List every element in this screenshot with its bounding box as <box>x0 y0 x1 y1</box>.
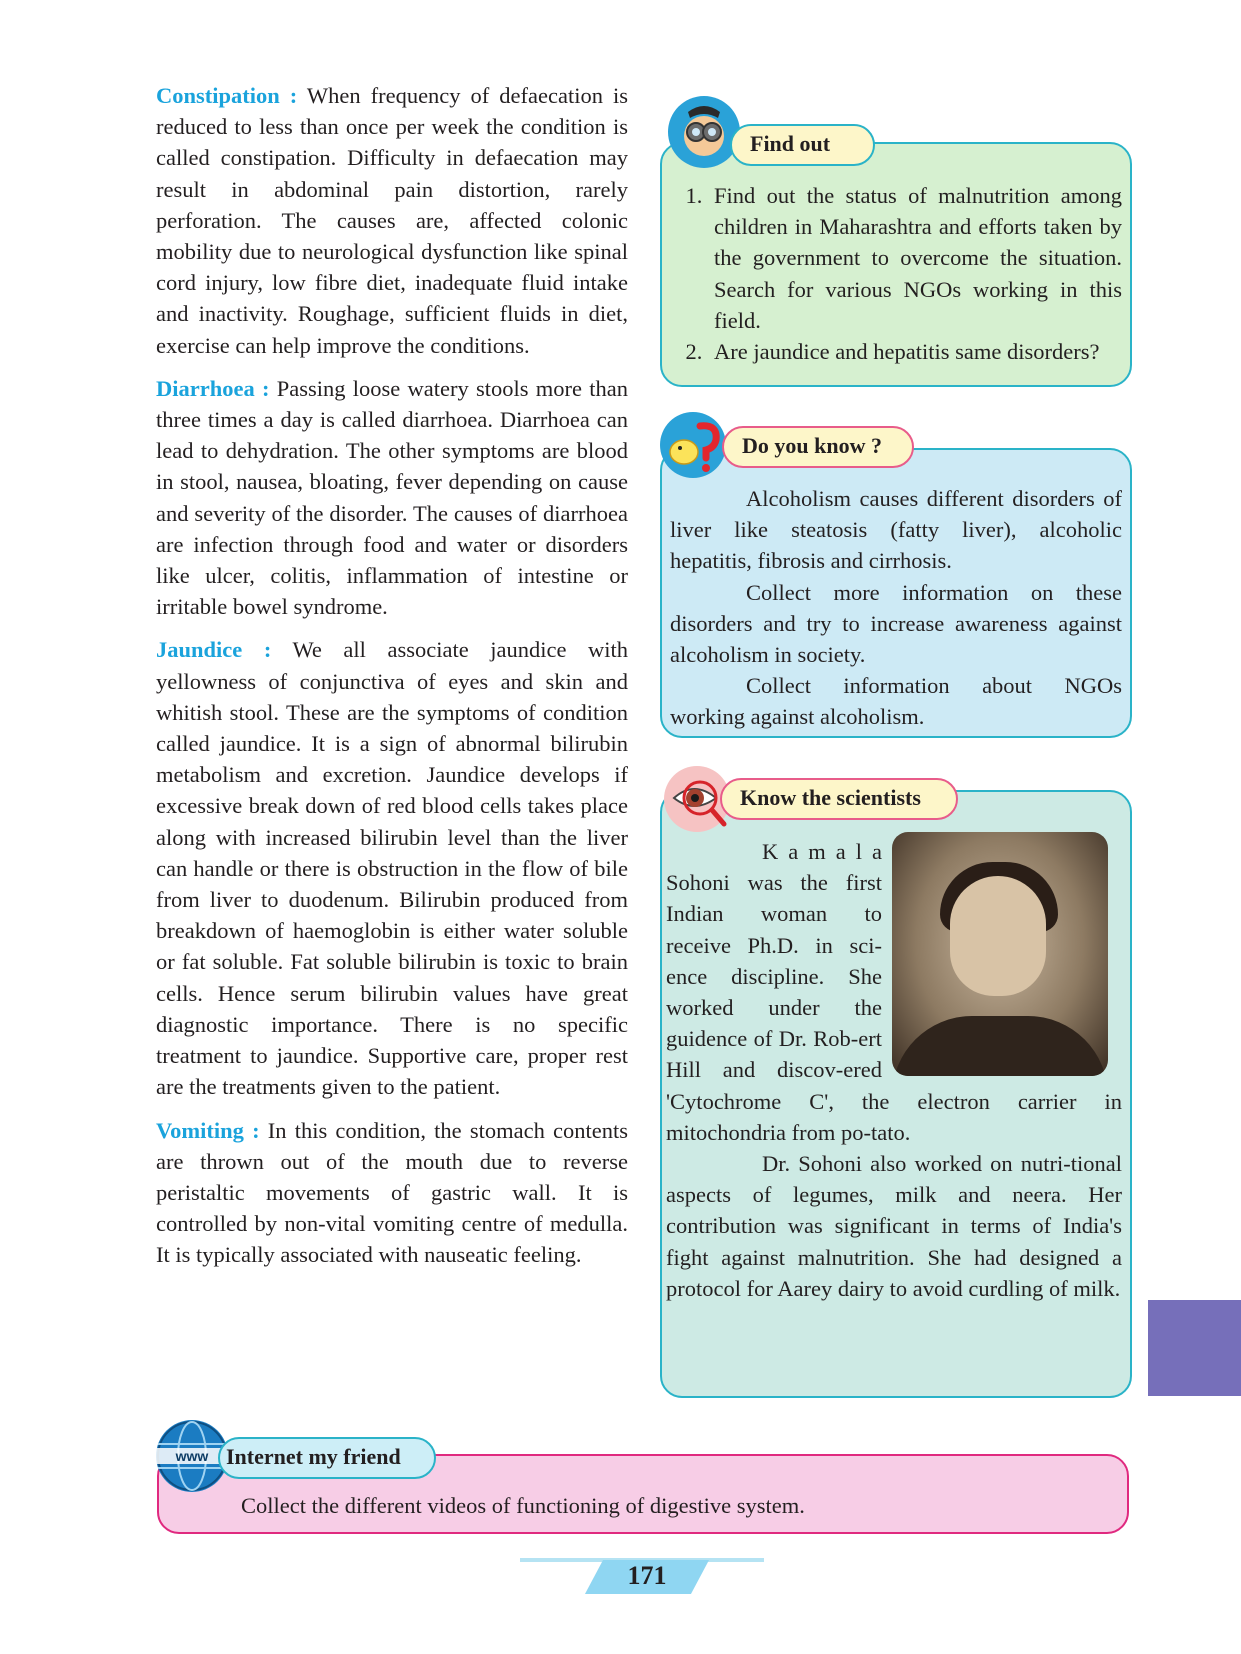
scientist-portrait <box>892 832 1108 1076</box>
do-you-know-box <box>660 448 1132 738</box>
do-you-know-title: Do you know ? <box>722 426 914 468</box>
find-out-item: 1. Find out the status of malnutrition among children in Maharashtra and efforts taken by the government to overcome the situation. Search for various NGOs working in this field. <box>708 180 1122 336</box>
find-out-list <box>670 180 1122 367</box>
jaundice-term: Jaundice : <box>156 637 272 663</box>
portrait-saree <box>892 1016 1108 1076</box>
jaundice-paragraph <box>156 634 628 1102</box>
find-out-box <box>660 142 1132 387</box>
find-out-item: 2. Are jaundice and hepatitis same disorders? <box>708 336 1122 367</box>
find-out-title: Find out <box>730 124 875 166</box>
internet-my-friend-text: Collect the different videos of functioning of digestive system. <box>241 1493 805 1518</box>
constipation-term: Constipation : <box>156 83 298 108</box>
do-you-know-paragraph: Collect information about NGOs working against alcoholism. <box>670 673 1122 730</box>
jaundice-text: We all associate jaundice with yellowness of conjunctiva of eyes and skin and whitish stool. These are the symptoms of condition called jaundice. It is a sign of abnormal bilirubin metabolism and excretion. Jaundice develops if excessive break down of red blood cells takes place along with increased bilirubin level than the liver can handle or there is obstruction in the flow of bile from liver to duodenum. Bilirubin produced from breakdown of haemoglobin is either water soluble or fat soluble. Fat soluble bilirubin is toxic to brain cells. Hence serum bilirubin values have great diagnostic importance. There is no specific treatment to jaundice. Supportive care, proper rest are the treatments given to the patient. <box>156 637 628 1100</box>
globe-icon-label: www <box>175 1448 209 1464</box>
internet-my-friend-title: Internet my friend <box>218 1437 436 1479</box>
diarrhoea-paragraph <box>156 373 628 623</box>
know-the-scientists-title: Know the scientists <box>720 778 958 820</box>
vomiting-term: Vomiting : <box>156 1117 260 1143</box>
know-the-scientists-box <box>660 790 1132 1398</box>
question-mark-icon <box>660 412 726 478</box>
portrait-face <box>950 876 1046 996</box>
left-column <box>156 80 628 1283</box>
side-tab <box>1148 1300 1241 1396</box>
page-number: 171 <box>627 1561 667 1590</box>
do-you-know-paragraph: Collect more information on these disorders and try to increase awareness against alcoholism in society. <box>670 579 1122 668</box>
diarrhoea-term: Diarrhoea : <box>156 375 270 401</box>
constipation-paragraph <box>156 80 628 361</box>
scientist-paragraph: Dr. Sohoni also worked on nutri-tional aspects of legumes, milk and neera. Her contribution was significant in terms of India's fight against malnutrition. She had designed a protocol for Aarey dairy to avoid curdling of milk. <box>666 1151 1122 1301</box>
vomiting-text: In this condition, the stomach contents are thrown out of the mouth due to reverse peristaltic movements of gastric wall. It is controlled by non-vital vomiting centre of medulla. It is typically associated with nauseatic feeling. <box>156 1117 628 1268</box>
vomiting-paragraph <box>156 1115 628 1271</box>
scientist-paragraph: K a m a l a Sohoni was the first Indian woman to receive Ph.D. in sci-ence discipline. She worked under the guidence of Dr. Rob-ert Hill and discov-ered 'Cytochrome C', the electron carrier in mitochondria from po-tato. <box>666 839 1122 1145</box>
do-you-know-paragraph: Alcoholism causes different disorders of liver like steatosis (fatty liver), alcoholic hepatitis, fibrosis and cirrhosis. <box>670 486 1122 574</box>
constipation-text: When frequency of defaecation is reduced to less than once per week the condition is called constipation. Difficulty in defaecation may result in abdominal pain distortion, rarely perforation. The causes are, affected colonic mobility due to neurological dysfunction like spinal cord injury, low fibre diet, inadequate fluid intake and inactivity. Roughage, sufficient fluids in diet, exercise can help improve the conditions. <box>156 83 628 358</box>
diarrhoea-text: Passing loose watery stools more than three times a day is called diarrhoea. Diarrhoea can lead to dehydration. The other symptoms are blood in stool, nausea, bloating, fever depending on cause and severity of the disorder. The causes of diarrhoea are infection through food and water or disorders like ulcer, colitis, inflammation of intestine or irritable bowel syndrome. <box>156 375 628 620</box>
binoculars-icon <box>668 96 740 168</box>
